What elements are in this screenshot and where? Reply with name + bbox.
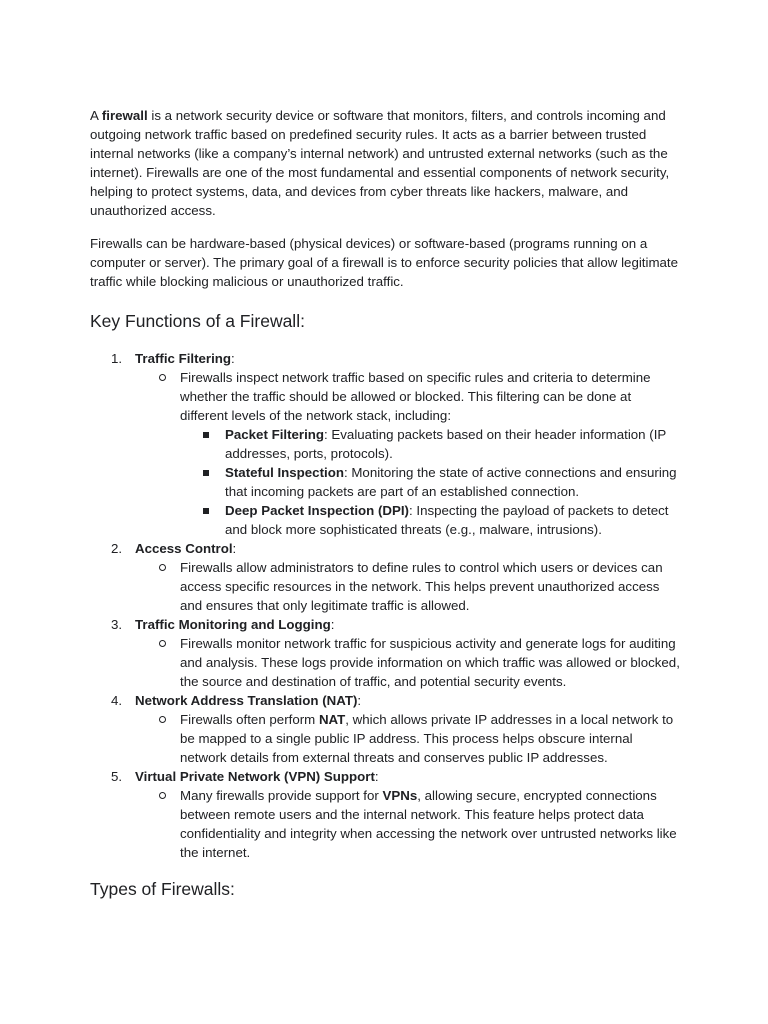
sub-item [135,710,680,767]
square-bullet-icon [203,432,209,438]
square-bullet-icon [203,508,209,514]
item-title: Network Address Translation (NAT) [135,693,358,708]
sub-item [135,786,680,862]
sub-list [135,786,680,862]
method-text: : Evaluating packets based on their header information (IP addresses, ports, protocols). [225,427,667,461]
sub-item-rest: , which allows private IP addresses in a local network to be mapped to a single public IP address. This process helps obscure internal network details from external threats and conserves public IP addresses. [180,712,674,765]
item-colon: : [374,769,379,784]
sub-item-lead: Many firewalls provide support for [180,788,383,803]
method-text: : Inspecting the payload of packets to detect and block more sophisticated threats (e.g., malware, intrusions). [225,503,669,537]
method-item-packet-filtering [180,425,680,463]
item-colon: : [232,541,237,556]
hollow-bullet-icon [159,716,166,723]
function-item-traffic-monitoring [90,615,680,691]
item-title: Traffic Filtering [135,351,232,366]
filtering-methods-list [180,425,680,539]
sub-item [135,634,680,691]
hollow-bullet-icon [159,374,166,381]
sub-item [135,558,680,615]
function-item-traffic-filtering [90,349,680,539]
method-item-stateful-inspection [180,463,680,501]
sub-list [135,710,680,767]
function-item-access-control [90,539,680,615]
sub-item-text: Firewalls monitor network traffic for suspicious activity and generate logs for auditing and analysis. These logs provide information on which traffic was allowed or blocked, the source and destination of traffic, and potential security events. [180,636,680,689]
item-number: 1. [111,351,123,366]
item-title: Virtual Private Network (VPN) Support [135,769,375,784]
sub-item [135,368,680,539]
item-colon: : [231,351,235,366]
key-functions-list [90,349,680,862]
function-item-vpn-support [90,767,680,862]
firewall-term: firewall [101,108,148,123]
method-title: Deep Packet Inspection (DPI) [225,503,409,518]
square-bullet-icon [203,470,209,476]
intro-lead-text: A [90,108,102,123]
item-title: Access Control [135,541,233,556]
types-of-firewalls-heading: Types of Firewalls: [90,879,235,899]
sub-item-rest: , allowing secure, encrypted connections between remote users and the internal network. This feature helps protect data confidentiality and integrity when accessing the network over untrusted networks like the internet. [180,788,677,860]
intro-body-text: is a network security device or software that monitors, filters, and controls incoming and outgoing network traffic based on predefined security rules. It acts as a barrier between trusted internal networks (like a company’s internal network) and untrusted external networks (such as the internet). Firewalls are one of the most fundamental and essential components of network security, helping to protect systems, data, and devices from cyber threats like hackers, malware, and unauthorized access. [90,108,670,218]
function-item-nat [90,691,680,767]
item-colon: : [330,617,335,632]
item-number: 2. [111,541,123,556]
vpns-term: VPNs [382,788,418,803]
item-title: Traffic Monitoring and Logging [135,617,331,632]
method-title: Stateful Inspection [225,465,344,480]
item-number: 5. [111,769,123,784]
intro-paragraph-2: Firewalls can be hardware-based (physical devices) or software-based (programs running on a computer or server). The primary goal of a firewall is to enforce security policies that allow legitimate traffic while blocking malicious or unauthorized traffic. [90,236,679,289]
hollow-bullet-icon [159,564,166,571]
sub-list [135,634,680,691]
intro-paragraph-1 [90,106,680,220]
nat-term: NAT [318,712,346,727]
sub-item-text: Firewalls allow administrators to define rules to control which users or devices can access specific resources in the network. This helps prevent unauthorized access and ensures that only legitimate traffic is allowed. [180,560,663,613]
method-title: Packet Filtering [225,427,325,442]
sub-list [135,558,680,615]
item-number: 3. [111,617,123,632]
item-colon: : [357,693,362,708]
key-functions-heading: Key Functions of a Firewall: [90,311,305,331]
method-text: : Monitoring the state of active connections and ensuring that incoming packets are part of an established connection. [225,465,677,499]
method-item-deep-packet-inspection [180,501,680,539]
sub-list [135,368,680,539]
sub-item-text: Firewalls inspect network traffic based on specific rules and criteria to determine whether the traffic should be allowed or blocked. This filtering can be done at different levels of the network stack, including: [180,370,651,423]
item-number: 4. [111,693,123,708]
sub-item-lead: Firewalls often perform [180,712,319,727]
hollow-bullet-icon [159,640,166,647]
hollow-bullet-icon [159,792,166,799]
